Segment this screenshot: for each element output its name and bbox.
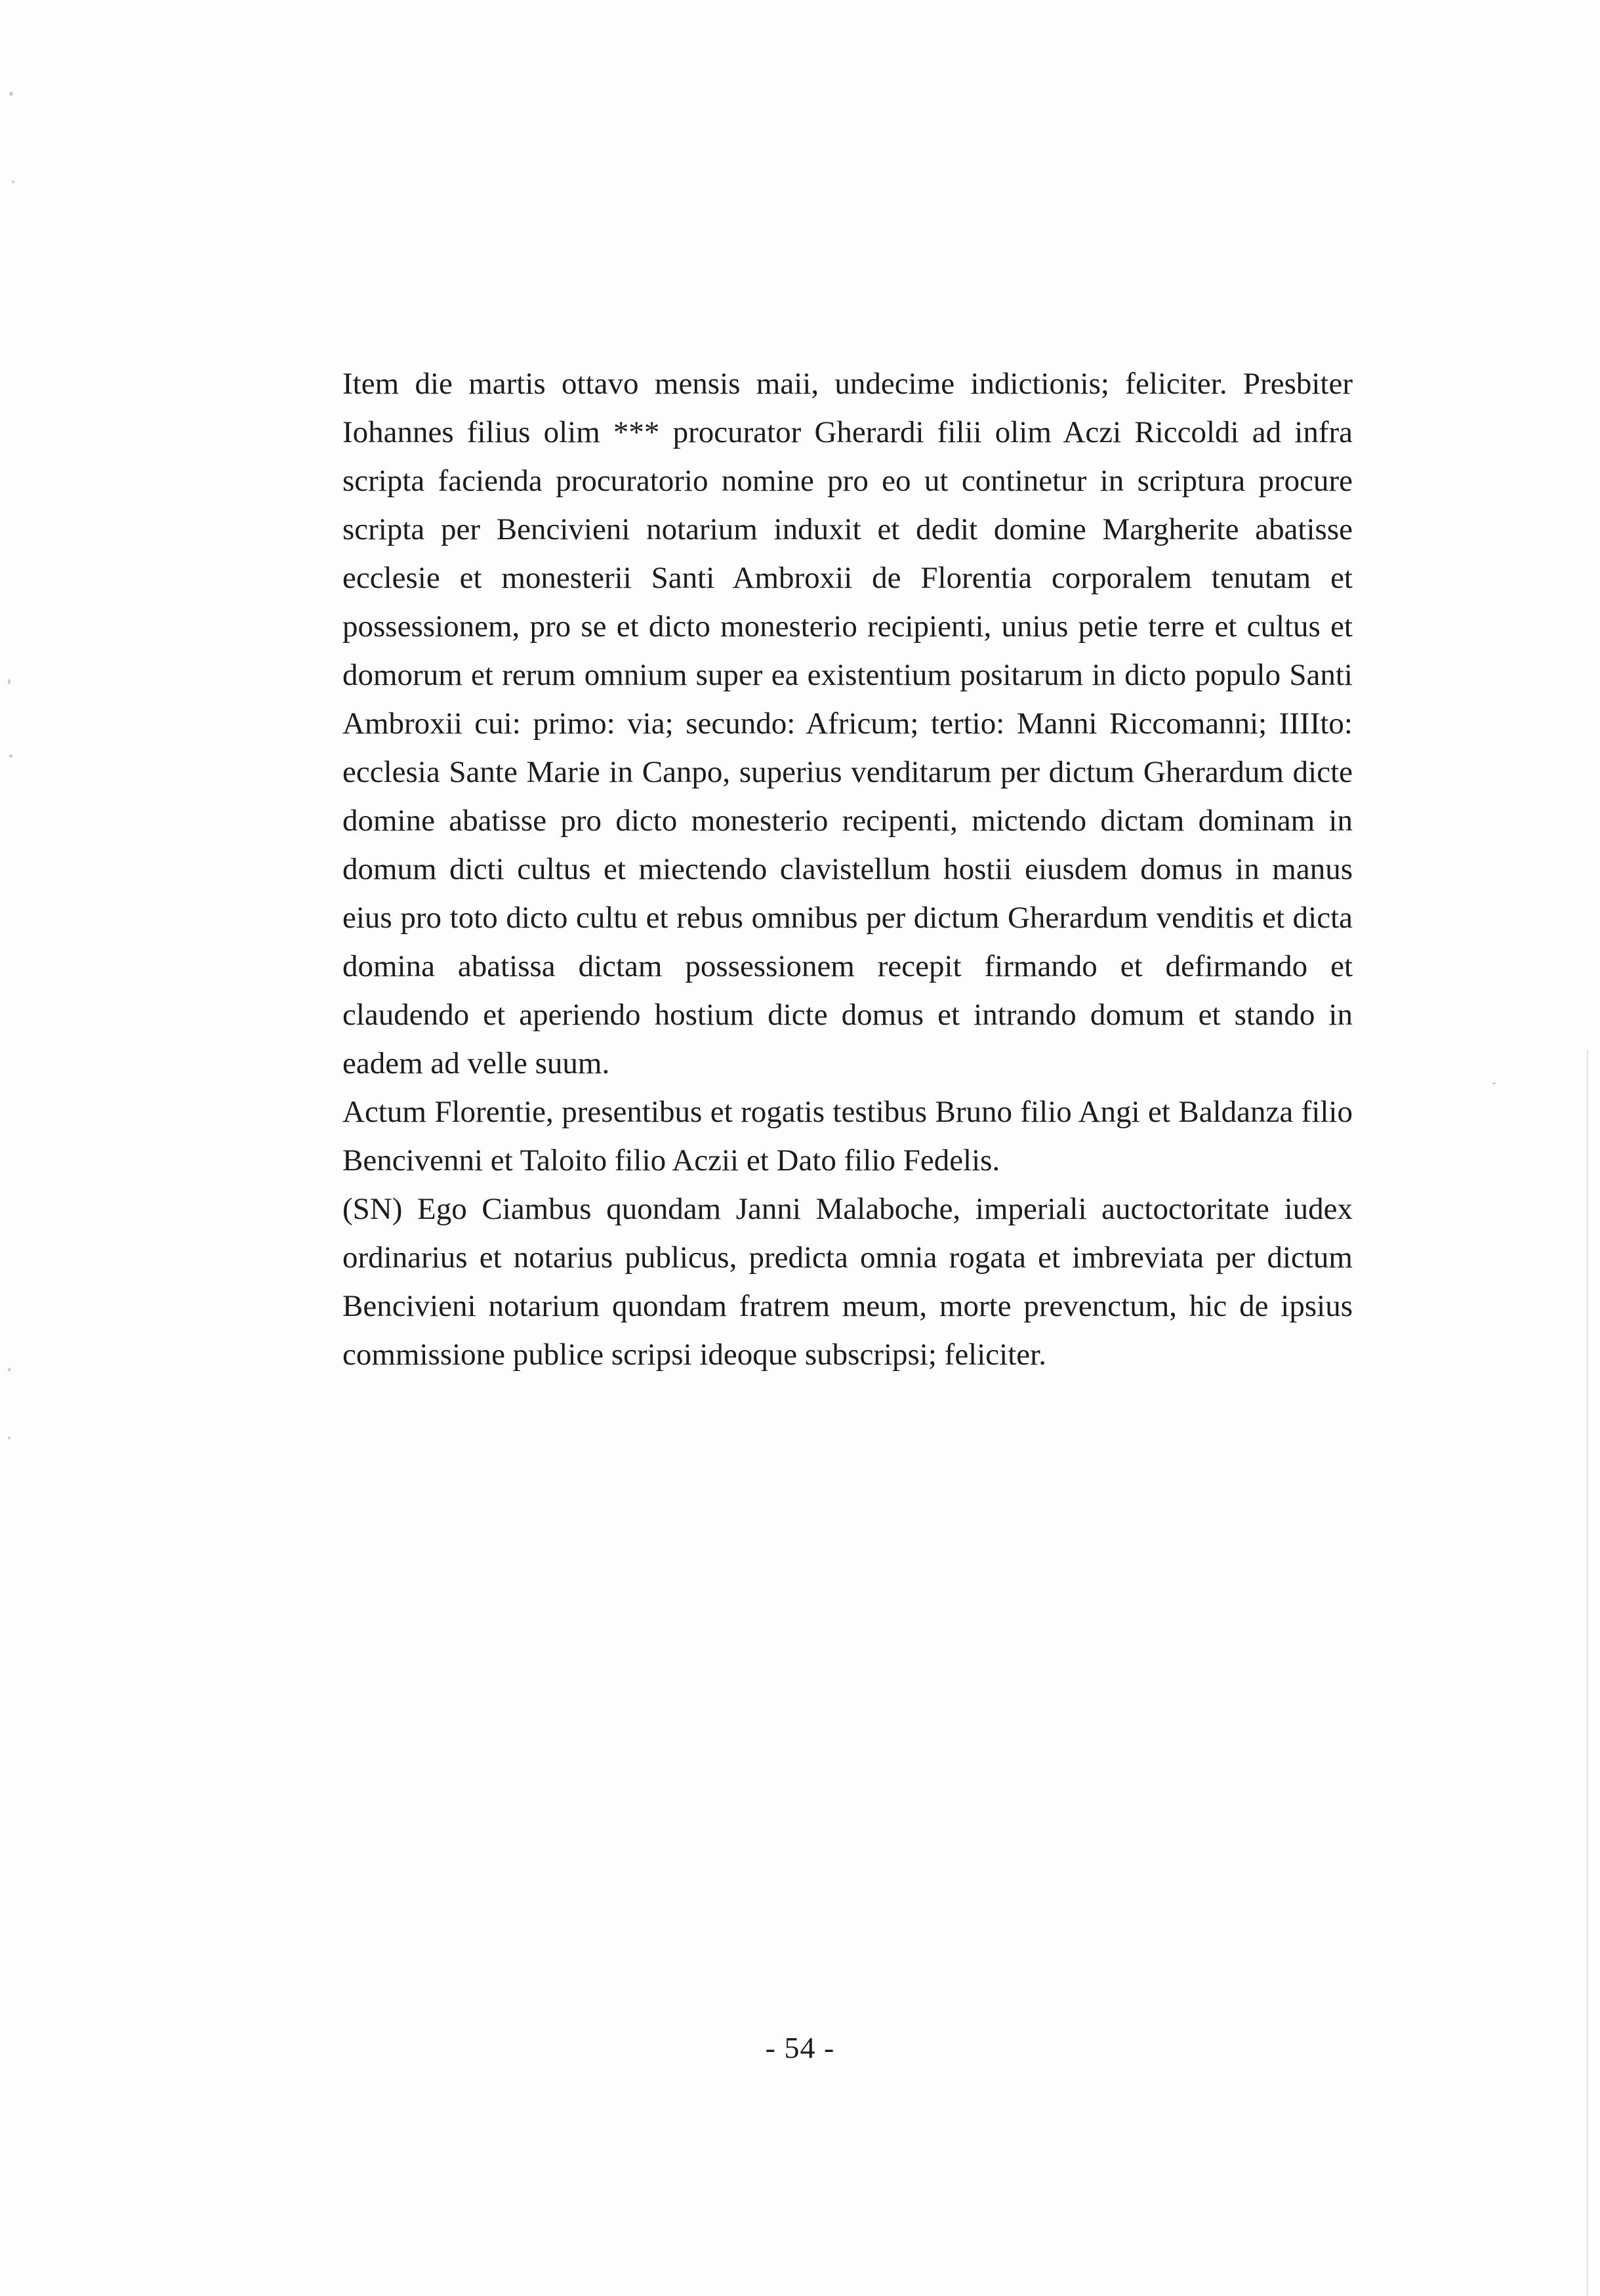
scan-speck [8, 679, 10, 684]
scan-speck [12, 180, 14, 183]
document-paragraph: (SN) Ego Ciambus quondam Janni Malaboche, imperiali auctoctoritate iudex ordinarius et notarius publicus, predicta omnia rogata et imbreviata per dictum Bencivieni notarium quondam fratrem meum, morte prevenctum, hic de ipsius commissione publice scripsi ideoque subscripsi; feliciter. [342, 1192, 1353, 1372]
page-edge-line [1587, 1050, 1588, 2296]
scan-speck [8, 1437, 10, 1439]
scan-speck [9, 92, 13, 96]
scan-speck [8, 1368, 10, 1372]
scan-speck [1492, 1082, 1496, 1084]
document-body [342, 359, 1353, 1379]
document-paragraph: Actum Florentie, presentibus et rogatis testibus Bruno filio Angi et Baldanza filio Bencivenni et Taloito filio Aczii et Dato filio Fedelis. [342, 1095, 1353, 1178]
scan-speck [9, 754, 12, 758]
document-paragraph: Item die martis ottavo mensis maii, undecime indictionis; feliciter. Presbiter Iohannes filius olim *** procurator Gherardi filii olim Aczi Riccoldi ad infra scripta facienda procuratorio nomine pro eo ut continetur in scriptura procure scripta per Bencivieni notarium induxit et dedit domine Margherite abatisse ecclesie et monesterii Santi Ambroxii de Florentia corporalem tenutam et possessionem, pro se et dicto monesterio recipienti, unius petie terre et cultus et domorum et rerum omnium super ea existentium positarum in dicto populo Santi Ambroxii cui: primo: via; secundo: Africum; tertio: Manni Riccomanni; IIIIto: ecclesia Sante Marie in Canpo, superius venditarum per dictum Gherardum dicte domine abatisse pro dicto monesterio recipenti, mictendo dictam dominam in domum dicti cultus et miectendo clavistellum hostii eiusdem domus in manus eius pro toto dicto cultu et rebus omnibus per dictum Gherardum venditis et dicta domina abatissa dictam possessionem recepit firmando et defirmando et claudendo et aperiendo hostium dicte domus et intrando domum et stando in eadem ad velle suum. [342, 367, 1353, 1080]
page-number: - 54 - [765, 2031, 835, 2064]
